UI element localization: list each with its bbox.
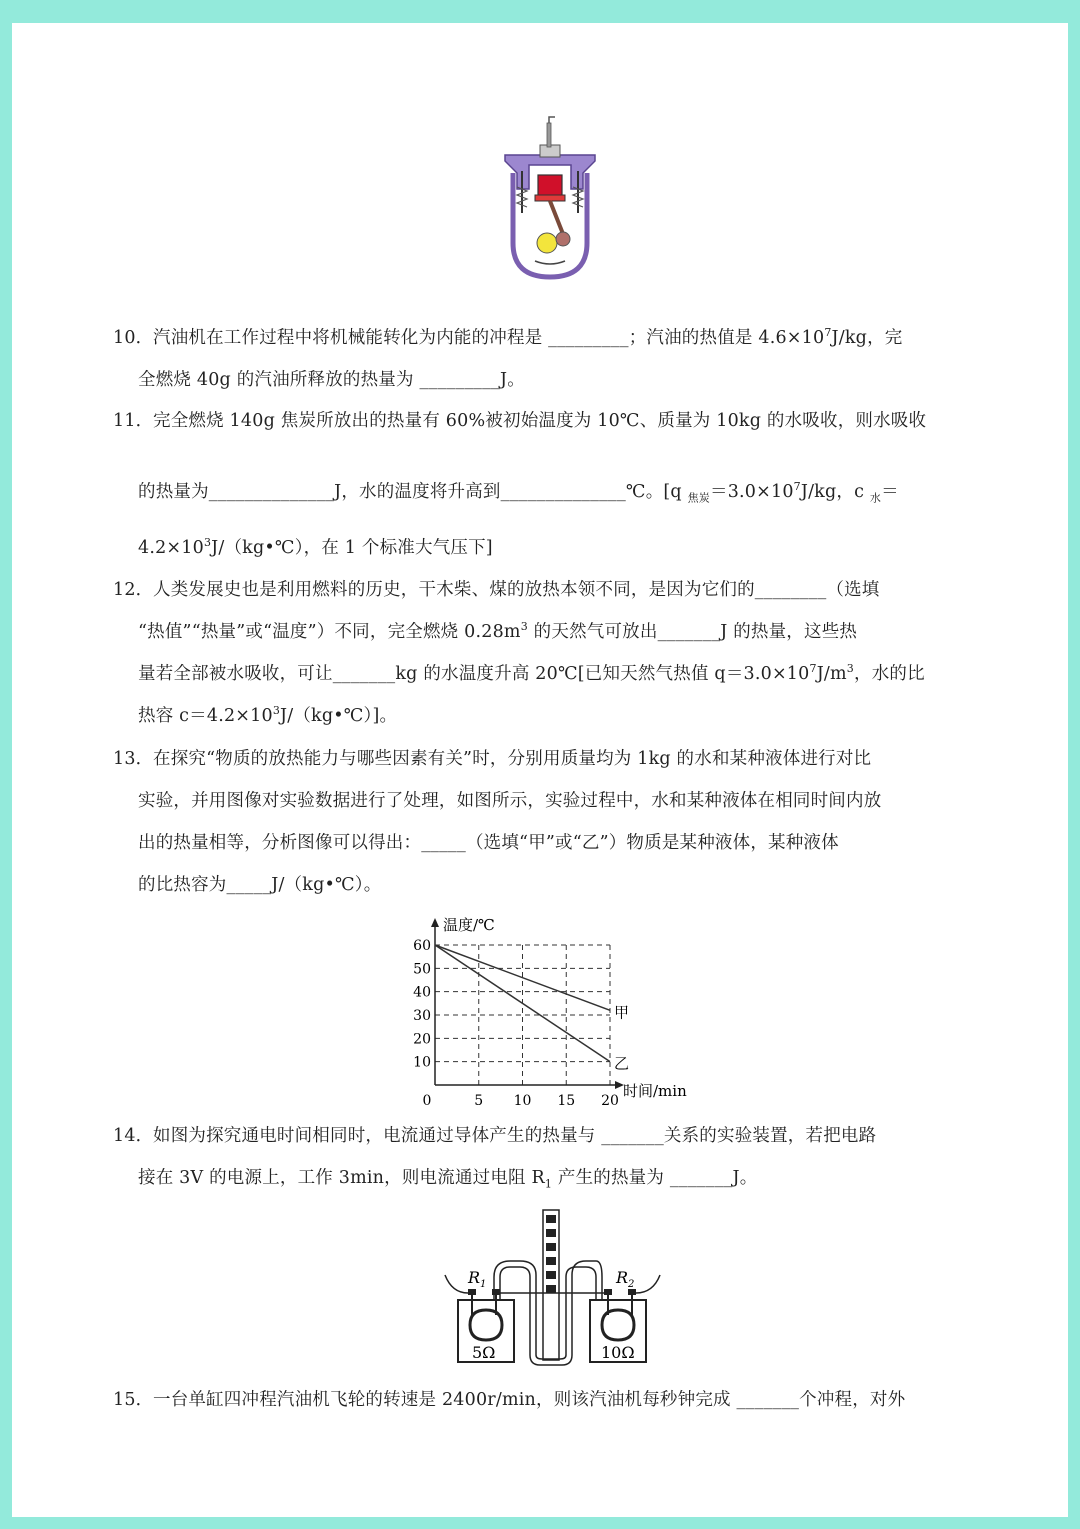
y-axis-arrow [431, 918, 439, 927]
question-11-cont: 的热量为______________J，水的温度将升高到______________℃。[q $_{焦炭}=3.0\times 10^7J/kg$，c $_水$＝ [138, 480, 899, 505]
question-12: 12．人类发展史也是利用燃料的历史，干木柴、煤的放热本领不同，是因为它们的________（选填 “热值”“热量”或“温度”）不同，完全燃烧 $0.28m^3$ 的天然气可放出_______J 的热量，这些热 量若全部被水吸收，可让_______kg 的水温度升高 20℃[已知天然气热值 $q=3.0\times 10^7J/m^3$，水的比 热容 $c=4.2\times 10^3J/(kg•℃)$]。 [113, 569, 955, 737]
y-tick-label: 30 [413, 1008, 431, 1024]
x-tick-label: 20 [601, 1093, 619, 1105]
y-tick-label: 60 [413, 938, 431, 954]
y-tick-label: 50 [413, 961, 431, 978]
temperature-time-chart [400, 910, 710, 1105]
question-number: 10． [113, 328, 154, 348]
joule-heating-apparatus [440, 1205, 665, 1370]
question-11: 11．完全燃烧 140g 焦炭所放出的热量有 60%被初始温度为 10℃、质量为 10kg 的水吸收，则水吸收 [113, 400, 955, 442]
series-label: 甲 [614, 1003, 630, 1022]
x-tick-label: 15 [557, 1093, 576, 1105]
r1-label: $R_1$ [468, 1268, 487, 1290]
r2-label: $R_2$ [616, 1268, 635, 1290]
y-axis-label: 温度/℃ [443, 916, 495, 934]
y-tick-label: 20 [413, 1031, 431, 1048]
question-13: 13．在探究“物质的放热能力与哪些因素有关”时，分别用质量均为 1kg 的水和某种液体进行对比 实验，并用图像对实验数据进行了处理，如图所示，实验过程中，水和某种液体在相同时间内放 出的热量相等，分析图像可以得出：_____（选填“甲”或“乙”）物质是某种液体，某种液体 的比热容为_____J/（kg•℃）。 [113, 738, 955, 906]
question-number: 14． [113, 1126, 154, 1146]
question-number: 15． [113, 1390, 154, 1410]
question-15: 15．一台单缸四冲程汽油机飞轮的转速是 2400r/min，则该汽油机每秒钟完成 _______个冲程，对外 [113, 1379, 955, 1421]
x-axis-label: 时间/min [623, 1082, 687, 1100]
question-14: 14．如图为探究通电时间相同时，电流通过导体产生的热量与 _______关系的实验装置，若把电路 接在 3V 的电源上，工作 3min，则电流通过电阻 $R_1$ 产生的热量为 _______J。 [113, 1115, 955, 1199]
question-number: 13． [113, 749, 154, 769]
y-tick-label: 40 [413, 984, 431, 1001]
y-tick-label: 10 [413, 1054, 431, 1071]
question-11-cont2: $4.2\times 10^3J/(kg•℃)$，在 1 个标准大气压下] [138, 536, 493, 558]
engine-figure [495, 115, 605, 285]
left-resistance-value: 5Ω [472, 1343, 496, 1362]
x-tick-label: 5 [474, 1093, 484, 1105]
series-label: 乙 [614, 1054, 630, 1073]
x-tick-label: 0 [422, 1093, 432, 1105]
question-number: 12． [113, 580, 154, 600]
chart-grid [435, 945, 610, 1085]
right-resistance-value: 10Ω [601, 1343, 635, 1362]
question-10: 10．汽油机在工作过程中将机械能转化为内能的冲程是 _________；汽油的热值是 $4.6\times 10^7J/kg$，完 全燃烧 40g 的汽油所释放的热量为 _________J。 [113, 317, 955, 401]
x-tick-label: 10 [513, 1093, 532, 1105]
question-number: 11． [113, 411, 154, 431]
